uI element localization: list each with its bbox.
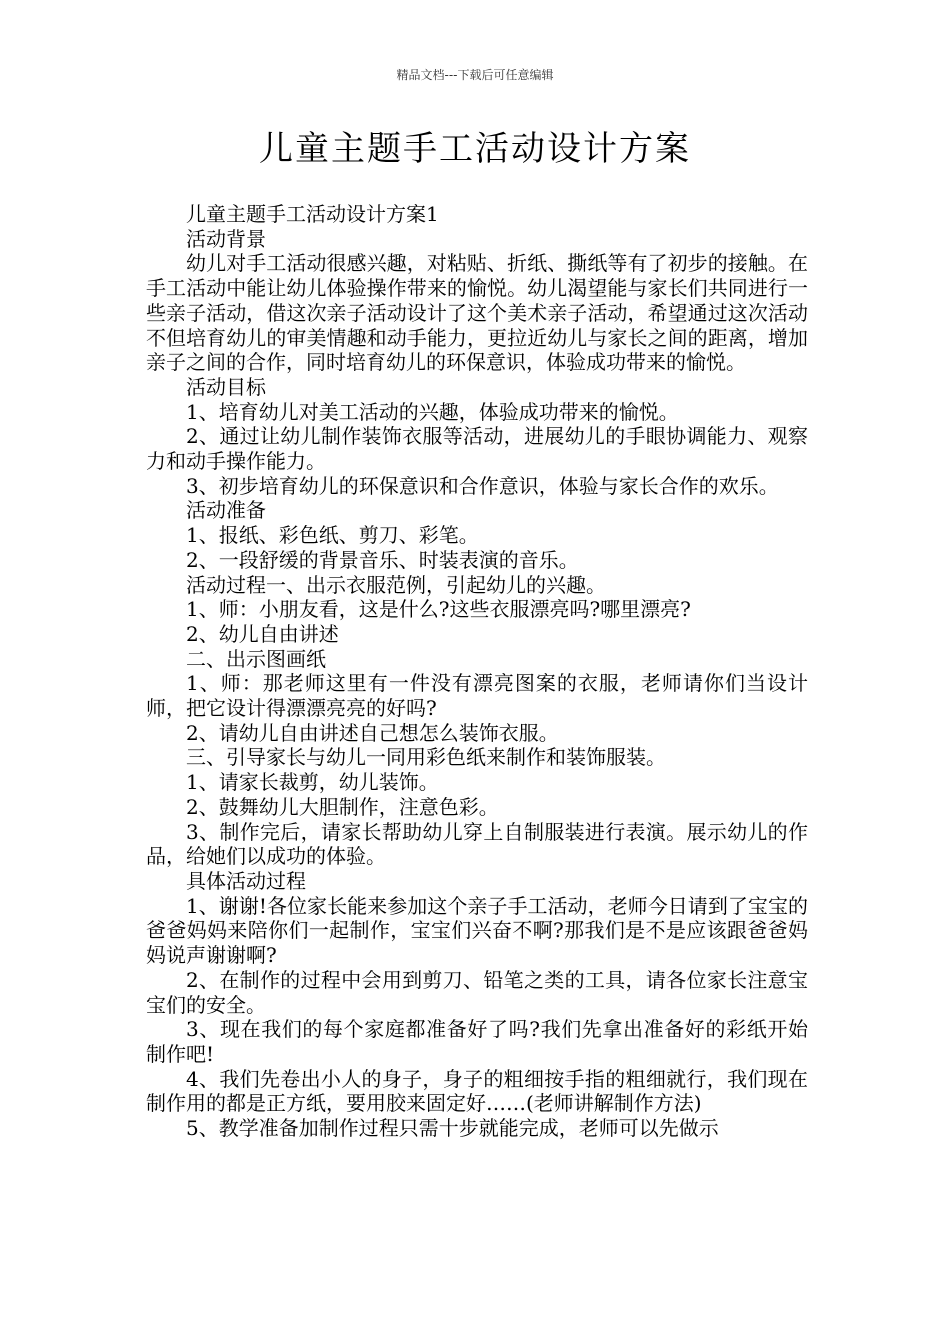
process-item: 1、师：那老师这里有一件没有漂亮图案的衣服，老师请你们当设计师，把它设计得漂漂亮亮的好吗? bbox=[146, 671, 808, 721]
process-item: 1、师：小朋友看，这是什么?这些衣服漂亮吗?哪里漂亮? bbox=[186, 597, 691, 622]
process-item: 3、制作完后，请家长帮助幼儿穿上自制服装进行表演。展示幼儿的作品，给她们以成功的体验。 bbox=[146, 819, 808, 869]
goal-item-1: 1、培育幼儿对美工活动的兴趣，体验成功带来的愉悦。 bbox=[186, 399, 679, 424]
process-item: 2、请幼儿自由讲述自己想怎么装饰衣服。 bbox=[186, 720, 559, 745]
paragraph-background: 幼儿对手工活动很感兴趣，对粘贴、折纸、撕纸等有了初步的接触。在手工活动中能让幼儿体验操作带来的愉悦。幼儿渴望能与家长们共同进行一些亲子活动，借这次亲子活动设计了这个美术亲子活动，希望通过这次活动不但培育幼儿的审美情趣和动手能力，更拉近幼儿与家长之间的距离，增加亲子之间的合作，同时培育幼儿的环保意识，体验成功带来的愉悦。 bbox=[146, 251, 808, 375]
goal-item-3: 3、初步培育幼儿的环保意识和合作意识，体验与家长合作的欢乐。 bbox=[186, 473, 779, 498]
process-item: 1、请家长裁剪，幼儿装饰。 bbox=[186, 770, 439, 795]
detail-item-5: 5、教学准备加制作过程只需十步就能完成，老师可以先做示 bbox=[186, 1116, 719, 1141]
heading-background: 活动背景 bbox=[186, 226, 266, 251]
prep-item-1: 1、报纸、彩色纸、剪刀、彩笔。 bbox=[186, 523, 479, 548]
process-item: 2、幼儿自由讲述 bbox=[186, 621, 339, 646]
process-step-1: 活动过程一、出示衣服范例，引起幼儿的兴趣。 bbox=[186, 572, 606, 597]
detail-item-1: 1、谢谢!各位家长能来参加这个亲子手工活动，老师今日请到了宝宝的爸爸妈妈来陪你们一起制作，宝宝们兴奋不啊?那我们是不是应该跟爸爸妈妈说声谢谢啊? bbox=[146, 893, 808, 968]
heading-goals: 活动目标 bbox=[186, 374, 266, 399]
process-item: 2、鼓舞幼儿大胆制作，注意色彩。 bbox=[186, 794, 499, 819]
detail-item-4: 4、我们先卷出小人的身子，身子的粗细按手指的粗细就行，我们现在制作用的都是正方纸，要用胶来固定好……(老师讲解制作方法) bbox=[146, 1066, 808, 1116]
detail-item-2: 2、在制作的过程中会用到剪刀、铅笔之类的工具，请各位家长注意宝宝们的安全。 bbox=[146, 967, 808, 1017]
process-step-3: 三、引导家长与幼儿一同用彩色纸来制作和装饰服装。 bbox=[186, 745, 666, 770]
header-note: 精品文档---下载后可任意编辑 bbox=[396, 68, 554, 82]
heading-preparation: 活动准备 bbox=[186, 498, 266, 523]
detail-item-3: 3、现在我们的每个家庭都准备好了吗?我们先拿出准备好的彩纸开始制作吧! bbox=[146, 1017, 808, 1066]
goal-item-2: 2、通过让幼儿制作装饰衣服等活动，进展幼儿的手眼协调能力、观察力和动手操作能力。 bbox=[146, 424, 808, 474]
section-subtitle: 儿童主题手工活动设计方案1 bbox=[186, 202, 439, 226]
document-body bbox=[146, 202, 808, 1141]
document-title: 儿童主题手工活动设计方案 bbox=[259, 129, 691, 169]
process-step-2: 二、出示图画纸 bbox=[186, 646, 326, 671]
heading-detailed-process: 具体活动过程 bbox=[186, 868, 306, 893]
prep-item-2: 2、一段舒缓的背景音乐、时装表演的音乐。 bbox=[186, 547, 579, 572]
